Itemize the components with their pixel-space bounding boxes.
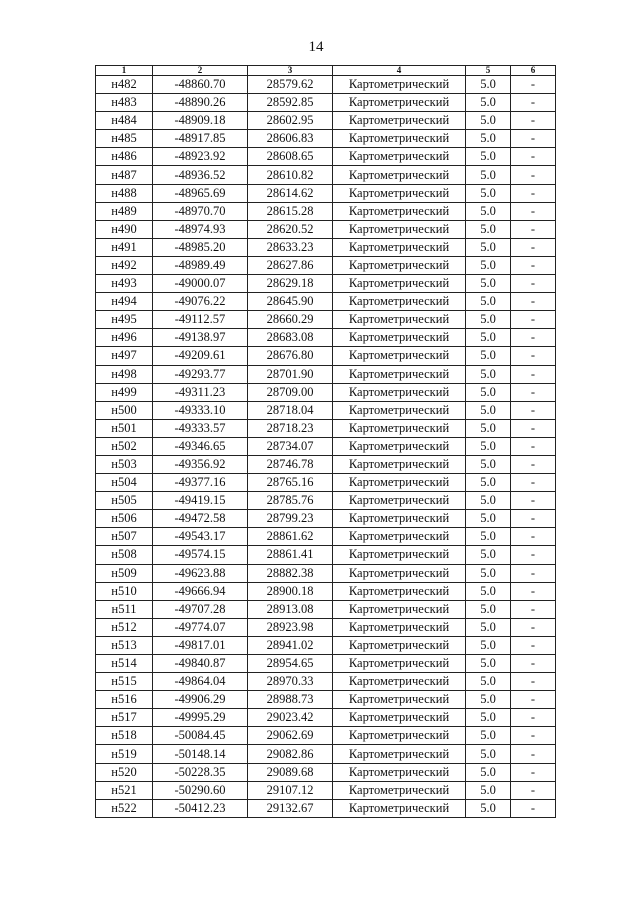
method-cell: Картометрический: [333, 582, 466, 600]
method-cell: Картометрический: [333, 655, 466, 673]
description-cell: -: [511, 673, 556, 691]
accuracy-cell: 5.0: [466, 419, 511, 437]
accuracy-cell: 5.0: [466, 781, 511, 799]
y-coordinate-cell: 28614.62: [248, 184, 333, 202]
point-id-cell: н490: [96, 220, 153, 238]
y-coordinate-cell: 28615.28: [248, 202, 333, 220]
table-row: [96, 130, 556, 148]
x-coordinate-cell: -48989.49: [153, 256, 248, 274]
description-cell: -: [511, 94, 556, 112]
method-cell: Картометрический: [333, 691, 466, 709]
description-cell: -: [511, 383, 556, 401]
y-coordinate-cell: 28882.38: [248, 564, 333, 582]
table-row: [96, 673, 556, 691]
page-number: 14: [308, 39, 324, 55]
point-id-cell: н502: [96, 437, 153, 455]
description-cell: -: [511, 636, 556, 654]
point-id-cell: н482: [96, 76, 153, 94]
y-coordinate-cell: 28579.62: [248, 76, 333, 94]
point-id-cell: н513: [96, 636, 153, 654]
point-id-cell: н484: [96, 112, 153, 130]
y-coordinate-cell: 29023.42: [248, 709, 333, 727]
point-id-cell: н499: [96, 383, 153, 401]
description-cell: -: [511, 112, 556, 130]
table-row: [96, 94, 556, 112]
x-coordinate-cell: -49138.97: [153, 329, 248, 347]
table-row: [96, 564, 556, 582]
description-cell: -: [511, 763, 556, 781]
method-cell: Картометрический: [333, 709, 466, 727]
point-id-cell: н491: [96, 238, 153, 256]
x-coordinate-cell: -48917.85: [153, 130, 248, 148]
table-row: [96, 238, 556, 256]
description-cell: -: [511, 184, 556, 202]
coordinates-table: [95, 65, 556, 818]
y-coordinate-cell: 29082.86: [248, 745, 333, 763]
accuracy-cell: 5.0: [466, 256, 511, 274]
method-cell: Картометрический: [333, 293, 466, 311]
accuracy-cell: 5.0: [466, 130, 511, 148]
description-cell: -: [511, 76, 556, 94]
description-cell: -: [511, 564, 556, 582]
point-id-cell: н519: [96, 745, 153, 763]
point-id-cell: н520: [96, 763, 153, 781]
method-cell: Картометрический: [333, 347, 466, 365]
method-cell: Картометрический: [333, 311, 466, 329]
column-header-2: 2: [153, 66, 248, 76]
x-coordinate-cell: -48923.92: [153, 148, 248, 166]
method-cell: Картометрический: [333, 112, 466, 130]
x-coordinate-cell: -49817.01: [153, 636, 248, 654]
method-cell: Картометрический: [333, 510, 466, 528]
description-cell: -: [511, 220, 556, 238]
accuracy-cell: 5.0: [466, 437, 511, 455]
point-id-cell: н504: [96, 474, 153, 492]
point-id-cell: н494: [96, 293, 153, 311]
method-cell: Картометрический: [333, 455, 466, 473]
accuracy-cell: 5.0: [466, 528, 511, 546]
description-cell: -: [511, 474, 556, 492]
point-id-cell: н493: [96, 275, 153, 293]
description-cell: -: [511, 492, 556, 510]
y-coordinate-cell: 28676.80: [248, 347, 333, 365]
point-id-cell: н487: [96, 166, 153, 184]
point-id-cell: н515: [96, 673, 153, 691]
description-cell: -: [511, 275, 556, 293]
x-coordinate-cell: -50290.60: [153, 781, 248, 799]
accuracy-cell: 5.0: [466, 293, 511, 311]
point-id-cell: н514: [96, 655, 153, 673]
point-id-cell: н510: [96, 582, 153, 600]
description-cell: -: [511, 148, 556, 166]
method-cell: Картометрический: [333, 166, 466, 184]
table-body: [96, 76, 556, 818]
point-id-cell: н506: [96, 510, 153, 528]
table-row: [96, 166, 556, 184]
accuracy-cell: 5.0: [466, 94, 511, 112]
table-row: [96, 347, 556, 365]
table-row: [96, 582, 556, 600]
description-cell: -: [511, 256, 556, 274]
table-row: [96, 727, 556, 745]
point-id-cell: н522: [96, 799, 153, 817]
point-id-cell: н516: [96, 691, 153, 709]
table-row: [96, 220, 556, 238]
method-cell: Картометрический: [333, 256, 466, 274]
method-cell: Картометрический: [333, 220, 466, 238]
method-cell: Картометрический: [333, 148, 466, 166]
accuracy-cell: 5.0: [466, 238, 511, 256]
method-cell: Картометрический: [333, 383, 466, 401]
description-cell: -: [511, 582, 556, 600]
description-cell: -: [511, 293, 556, 311]
method-cell: Картометрический: [333, 401, 466, 419]
accuracy-cell: 5.0: [466, 582, 511, 600]
description-cell: -: [511, 709, 556, 727]
table-row: [96, 455, 556, 473]
description-cell: -: [511, 238, 556, 256]
accuracy-cell: 5.0: [466, 799, 511, 817]
y-coordinate-cell: 28785.76: [248, 492, 333, 510]
description-cell: -: [511, 437, 556, 455]
description-cell: -: [511, 546, 556, 564]
accuracy-cell: 5.0: [466, 600, 511, 618]
description-cell: -: [511, 401, 556, 419]
method-cell: Картометрический: [333, 546, 466, 564]
point-id-cell: н492: [96, 256, 153, 274]
y-coordinate-cell: 28602.95: [248, 112, 333, 130]
x-coordinate-cell: -48909.18: [153, 112, 248, 130]
x-coordinate-cell: -49419.15: [153, 492, 248, 510]
method-cell: Картометрический: [333, 184, 466, 202]
table-row: [96, 311, 556, 329]
x-coordinate-cell: -49707.28: [153, 600, 248, 618]
table-row: [96, 510, 556, 528]
method-cell: Картометрический: [333, 564, 466, 582]
y-coordinate-cell: 28606.83: [248, 130, 333, 148]
accuracy-cell: 5.0: [466, 455, 511, 473]
x-coordinate-cell: -48890.26: [153, 94, 248, 112]
description-cell: -: [511, 600, 556, 618]
accuracy-cell: 5.0: [466, 347, 511, 365]
x-coordinate-cell: -49623.88: [153, 564, 248, 582]
y-coordinate-cell: 28620.52: [248, 220, 333, 238]
description-cell: -: [511, 510, 556, 528]
point-id-cell: н488: [96, 184, 153, 202]
x-coordinate-cell: -48936.52: [153, 166, 248, 184]
y-coordinate-cell: 28861.62: [248, 528, 333, 546]
y-coordinate-cell: 28734.07: [248, 437, 333, 455]
point-id-cell: н501: [96, 419, 153, 437]
y-coordinate-cell: 28660.29: [248, 311, 333, 329]
x-coordinate-cell: -49574.15: [153, 546, 248, 564]
accuracy-cell: 5.0: [466, 148, 511, 166]
y-coordinate-cell: 28633.23: [248, 238, 333, 256]
y-coordinate-cell: 28683.08: [248, 329, 333, 347]
method-cell: Картометрический: [333, 202, 466, 220]
y-coordinate-cell: 28629.18: [248, 275, 333, 293]
y-coordinate-cell: 28941.02: [248, 636, 333, 654]
description-cell: -: [511, 528, 556, 546]
accuracy-cell: 5.0: [466, 329, 511, 347]
description-cell: -: [511, 781, 556, 799]
method-cell: Картометрический: [333, 275, 466, 293]
y-coordinate-cell: 28645.90: [248, 293, 333, 311]
x-coordinate-cell: -49666.94: [153, 582, 248, 600]
table-header-row: [96, 66, 556, 76]
x-coordinate-cell: -49377.16: [153, 474, 248, 492]
x-coordinate-cell: -49333.57: [153, 419, 248, 437]
column-header-6: 6: [511, 66, 556, 76]
description-cell: -: [511, 329, 556, 347]
table-row: [96, 293, 556, 311]
table-row: [96, 256, 556, 274]
method-cell: Картометрический: [333, 763, 466, 781]
table-row: [96, 474, 556, 492]
table-row: [96, 112, 556, 130]
accuracy-cell: 5.0: [466, 474, 511, 492]
x-coordinate-cell: -49995.29: [153, 709, 248, 727]
point-id-cell: н495: [96, 311, 153, 329]
x-coordinate-cell: -49840.87: [153, 655, 248, 673]
y-coordinate-cell: 28627.86: [248, 256, 333, 274]
method-cell: Картометрический: [333, 727, 466, 745]
accuracy-cell: 5.0: [466, 727, 511, 745]
y-coordinate-cell: 28900.18: [248, 582, 333, 600]
method-cell: Картометрический: [333, 781, 466, 799]
accuracy-cell: 5.0: [466, 510, 511, 528]
table-row: [96, 148, 556, 166]
table-row: [96, 184, 556, 202]
description-cell: -: [511, 691, 556, 709]
y-coordinate-cell: 29132.67: [248, 799, 333, 817]
y-coordinate-cell: 28954.65: [248, 655, 333, 673]
table-row: [96, 709, 556, 727]
description-cell: -: [511, 455, 556, 473]
accuracy-cell: 5.0: [466, 655, 511, 673]
accuracy-cell: 5.0: [466, 673, 511, 691]
y-coordinate-cell: 28718.04: [248, 401, 333, 419]
point-id-cell: н485: [96, 130, 153, 148]
y-coordinate-cell: 28923.98: [248, 618, 333, 636]
table-row: [96, 781, 556, 799]
point-id-cell: н503: [96, 455, 153, 473]
table-row: [96, 437, 556, 455]
table-row: [96, 329, 556, 347]
accuracy-cell: 5.0: [466, 564, 511, 582]
table-row: [96, 618, 556, 636]
accuracy-cell: 5.0: [466, 745, 511, 763]
method-cell: Картометрический: [333, 238, 466, 256]
description-cell: -: [511, 347, 556, 365]
description-cell: -: [511, 745, 556, 763]
y-coordinate-cell: 28718.23: [248, 419, 333, 437]
point-id-cell: н511: [96, 600, 153, 618]
y-coordinate-cell: 28701.90: [248, 365, 333, 383]
description-cell: -: [511, 419, 556, 437]
method-cell: Картометрический: [333, 618, 466, 636]
table-row: [96, 383, 556, 401]
point-id-cell: н496: [96, 329, 153, 347]
column-header-1: 1: [96, 66, 153, 76]
x-coordinate-cell: -49906.29: [153, 691, 248, 709]
y-coordinate-cell: 28913.08: [248, 600, 333, 618]
y-coordinate-cell: 29107.12: [248, 781, 333, 799]
point-id-cell: н517: [96, 709, 153, 727]
point-id-cell: н483: [96, 94, 153, 112]
x-coordinate-cell: -50412.23: [153, 799, 248, 817]
table-row: [96, 600, 556, 618]
point-id-cell: н521: [96, 781, 153, 799]
method-cell: Картометрический: [333, 474, 466, 492]
method-cell: Картометрический: [333, 365, 466, 383]
y-coordinate-cell: 28592.85: [248, 94, 333, 112]
x-coordinate-cell: -49333.10: [153, 401, 248, 419]
description-cell: -: [511, 799, 556, 817]
accuracy-cell: 5.0: [466, 202, 511, 220]
table-row: [96, 546, 556, 564]
x-coordinate-cell: -49472.58: [153, 510, 248, 528]
method-cell: Картометрический: [333, 94, 466, 112]
x-coordinate-cell: -49293.77: [153, 365, 248, 383]
accuracy-cell: 5.0: [466, 220, 511, 238]
description-cell: -: [511, 202, 556, 220]
method-cell: Картометрический: [333, 745, 466, 763]
column-header-5: 5: [466, 66, 511, 76]
x-coordinate-cell: -48974.93: [153, 220, 248, 238]
point-id-cell: н497: [96, 347, 153, 365]
point-id-cell: н498: [96, 365, 153, 383]
method-cell: Картометрический: [333, 437, 466, 455]
method-cell: Картометрический: [333, 329, 466, 347]
accuracy-cell: 5.0: [466, 383, 511, 401]
table-row: [96, 401, 556, 419]
point-id-cell: н505: [96, 492, 153, 510]
accuracy-cell: 5.0: [466, 618, 511, 636]
x-coordinate-cell: -50228.35: [153, 763, 248, 781]
description-cell: -: [511, 130, 556, 148]
accuracy-cell: 5.0: [466, 709, 511, 727]
table-row: [96, 202, 556, 220]
table-row: [96, 492, 556, 510]
y-coordinate-cell: 28608.65: [248, 148, 333, 166]
accuracy-cell: 5.0: [466, 401, 511, 419]
table-row: [96, 763, 556, 781]
table-row: [96, 636, 556, 654]
x-coordinate-cell: -50148.14: [153, 745, 248, 763]
x-coordinate-cell: -49774.07: [153, 618, 248, 636]
method-cell: Картометрический: [333, 528, 466, 546]
table-row: [96, 655, 556, 673]
y-coordinate-cell: 29062.69: [248, 727, 333, 745]
point-id-cell: н508: [96, 546, 153, 564]
x-coordinate-cell: -48985.20: [153, 238, 248, 256]
x-coordinate-cell: -49543.17: [153, 528, 248, 546]
accuracy-cell: 5.0: [466, 365, 511, 383]
x-coordinate-cell: -49112.57: [153, 311, 248, 329]
x-coordinate-cell: -49864.04: [153, 673, 248, 691]
accuracy-cell: 5.0: [466, 763, 511, 781]
accuracy-cell: 5.0: [466, 112, 511, 130]
point-id-cell: н509: [96, 564, 153, 582]
accuracy-cell: 5.0: [466, 275, 511, 293]
method-cell: Картометрический: [333, 799, 466, 817]
accuracy-cell: 5.0: [466, 492, 511, 510]
description-cell: -: [511, 655, 556, 673]
point-id-cell: н486: [96, 148, 153, 166]
x-coordinate-cell: -49346.65: [153, 437, 248, 455]
y-coordinate-cell: 28988.73: [248, 691, 333, 709]
y-coordinate-cell: 28799.23: [248, 510, 333, 528]
table-row: [96, 528, 556, 546]
x-coordinate-cell: -48965.69: [153, 184, 248, 202]
table-row: [96, 365, 556, 383]
table-row: [96, 799, 556, 817]
table-row: [96, 76, 556, 94]
column-header-4: 4: [333, 66, 466, 76]
x-coordinate-cell: -49209.61: [153, 347, 248, 365]
method-cell: Картометрический: [333, 492, 466, 510]
y-coordinate-cell: 28746.78: [248, 455, 333, 473]
y-coordinate-cell: 28765.16: [248, 474, 333, 492]
y-coordinate-cell: 28970.33: [248, 673, 333, 691]
description-cell: -: [511, 365, 556, 383]
y-coordinate-cell: 28709.00: [248, 383, 333, 401]
accuracy-cell: 5.0: [466, 546, 511, 564]
y-coordinate-cell: 28861.41: [248, 546, 333, 564]
table-row: [96, 691, 556, 709]
description-cell: -: [511, 166, 556, 184]
table-row: [96, 745, 556, 763]
x-coordinate-cell: -50084.45: [153, 727, 248, 745]
y-coordinate-cell: 29089.68: [248, 763, 333, 781]
point-id-cell: н489: [96, 202, 153, 220]
method-cell: Картометрический: [333, 419, 466, 437]
method-cell: Картометрический: [333, 600, 466, 618]
point-id-cell: н518: [96, 727, 153, 745]
accuracy-cell: 5.0: [466, 184, 511, 202]
method-cell: Картометрический: [333, 76, 466, 94]
description-cell: -: [511, 727, 556, 745]
x-coordinate-cell: -49076.22: [153, 293, 248, 311]
x-coordinate-cell: -48970.70: [153, 202, 248, 220]
accuracy-cell: 5.0: [466, 691, 511, 709]
point-id-cell: н500: [96, 401, 153, 419]
description-cell: -: [511, 618, 556, 636]
method-cell: Картометрический: [333, 673, 466, 691]
table-row: [96, 275, 556, 293]
x-coordinate-cell: -48860.70: [153, 76, 248, 94]
description-cell: -: [511, 311, 556, 329]
x-coordinate-cell: -49356.92: [153, 455, 248, 473]
accuracy-cell: 5.0: [466, 636, 511, 654]
x-coordinate-cell: -49311.23: [153, 383, 248, 401]
accuracy-cell: 5.0: [466, 166, 511, 184]
accuracy-cell: 5.0: [466, 76, 511, 94]
point-id-cell: н507: [96, 528, 153, 546]
method-cell: Картометрический: [333, 636, 466, 654]
method-cell: Картометрический: [333, 130, 466, 148]
y-coordinate-cell: 28610.82: [248, 166, 333, 184]
accuracy-cell: 5.0: [466, 311, 511, 329]
column-header-3: 3: [248, 66, 333, 76]
table-row: [96, 419, 556, 437]
x-coordinate-cell: -49000.07: [153, 275, 248, 293]
point-id-cell: н512: [96, 618, 153, 636]
